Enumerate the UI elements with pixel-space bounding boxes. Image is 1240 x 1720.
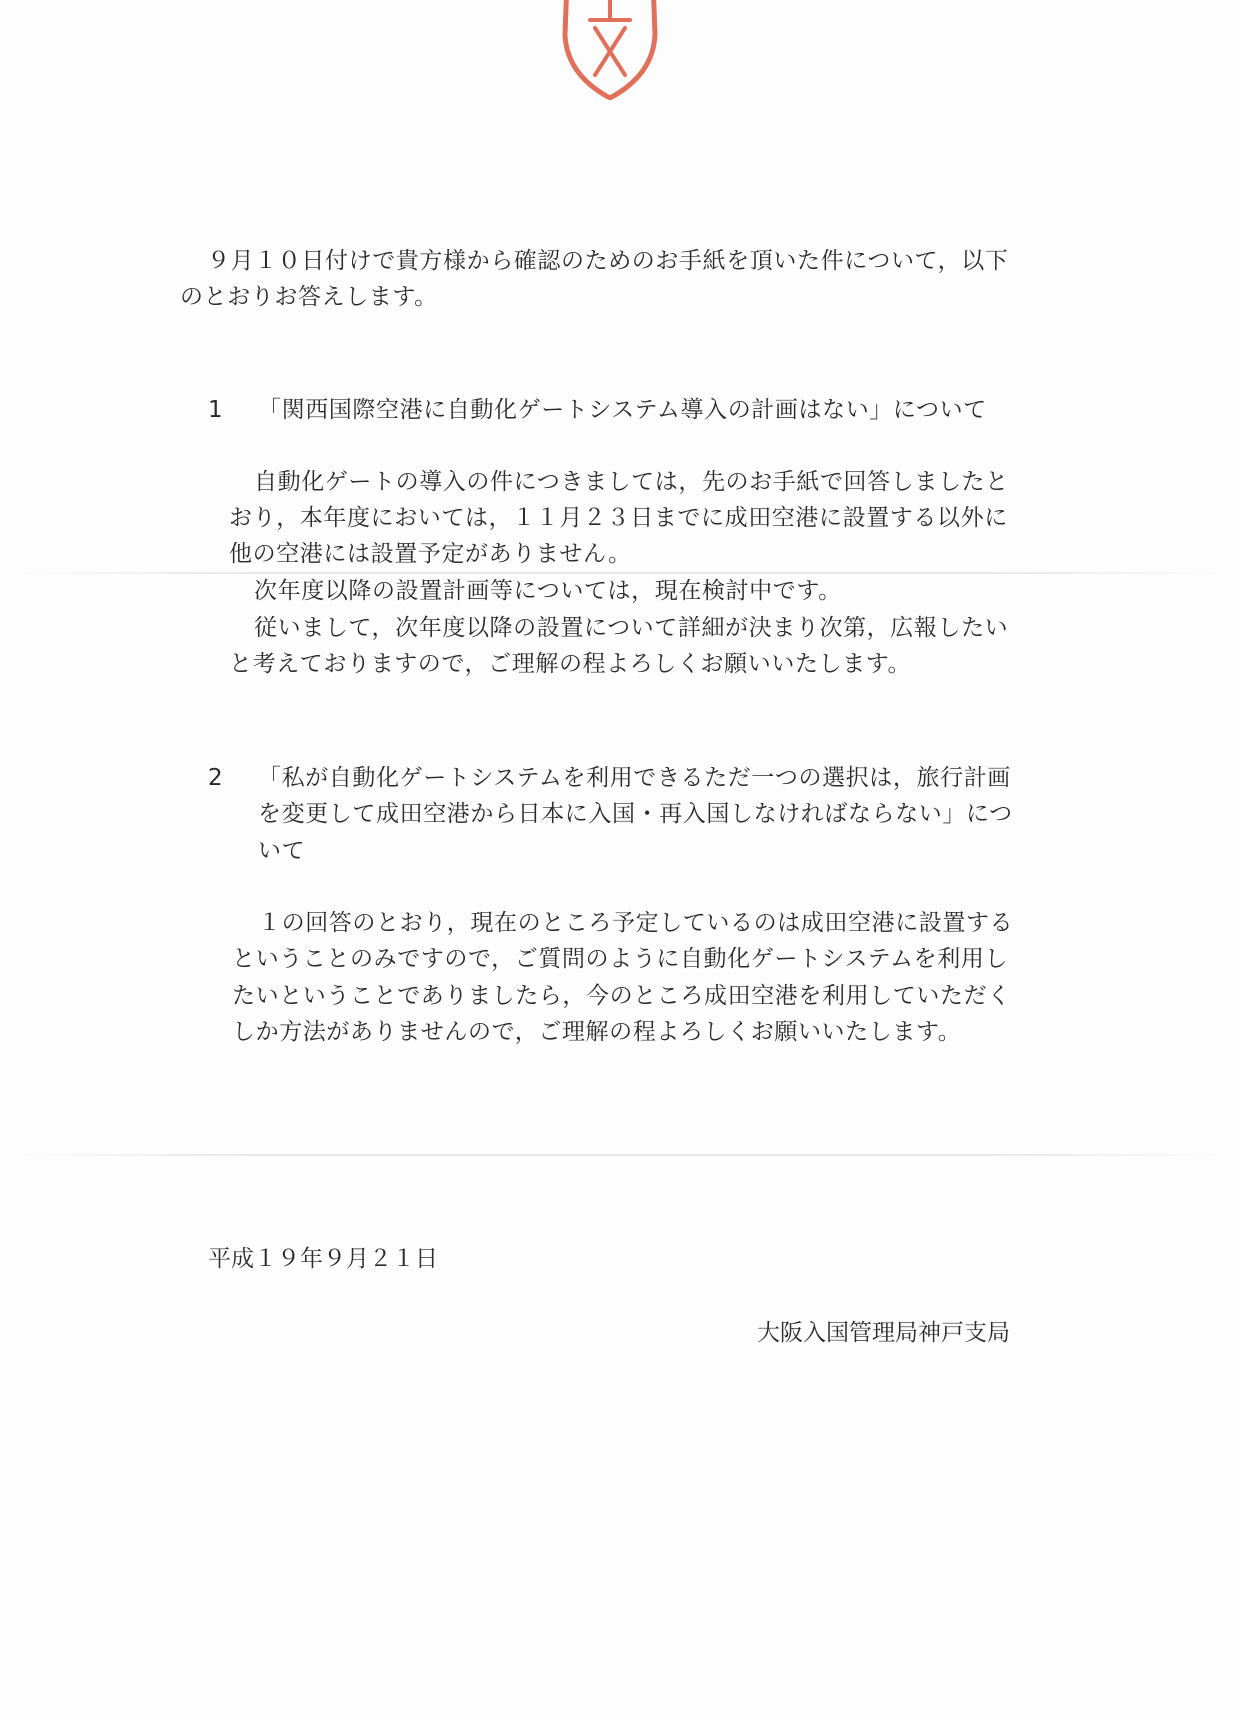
body-line: 従いまして，次年度以降の設置について詳細が決まり次第，広報したい xyxy=(254,615,1009,641)
section-heading: 「関西国際空港に自動化ゲートシステム導入の計画はない」について xyxy=(258,397,987,423)
body-line: １の回答のとおり，現在のところ予定しているのは成田空港に設置する xyxy=(258,910,1014,936)
section-heading: いて xyxy=(258,838,306,864)
section-heading: 「私が自動化ゲートシステムを利用できるただ一つの選択は，旅行計画 xyxy=(258,765,1011,791)
paper-fold-line xyxy=(0,1154,1240,1156)
intro-line: ９月１０日付けで貴方様から確認のためのお手紙を頂いた件について，以下 xyxy=(207,248,1009,274)
body-line: と考えておりますので，ご理解の程よろしくお願いいたします。 xyxy=(229,651,912,677)
sender-name: 大阪入国管理局神戸支局 xyxy=(757,1320,1010,1346)
body-line: しか方法がありませんので，ご理解の程よろしくお願いいたします。 xyxy=(232,1019,962,1045)
body-line: 自動化ゲートの導入の件につきましては，先のお手紙で回答しましたと xyxy=(254,469,1009,495)
official-seal-icon xyxy=(545,0,675,100)
section-heading: を変更して成田空港から日本に入国・再入国しなければならない」につ xyxy=(258,801,1013,827)
intro-line: のとおりお答えします。 xyxy=(180,284,438,310)
body-line: たいということでありましたら，今のところ成田空港を利用していただく xyxy=(232,983,1011,1009)
body-line: 他の空港には設置予定がありません。 xyxy=(229,541,632,567)
letter-date: 平成１９年９月２１日 xyxy=(208,1246,438,1272)
body-line: 次年度以降の設置計画等については，現在検討中です。 xyxy=(254,578,842,604)
body-line: おり，本年度においては，１１月２３日までに成田空港に設置する以外に xyxy=(229,505,1008,531)
body-line: ということのみですので，ご質問のように自動化ゲートシステムを利用し xyxy=(232,946,1009,972)
section-number: 1 xyxy=(208,397,223,423)
section-number: 2 xyxy=(208,765,223,791)
